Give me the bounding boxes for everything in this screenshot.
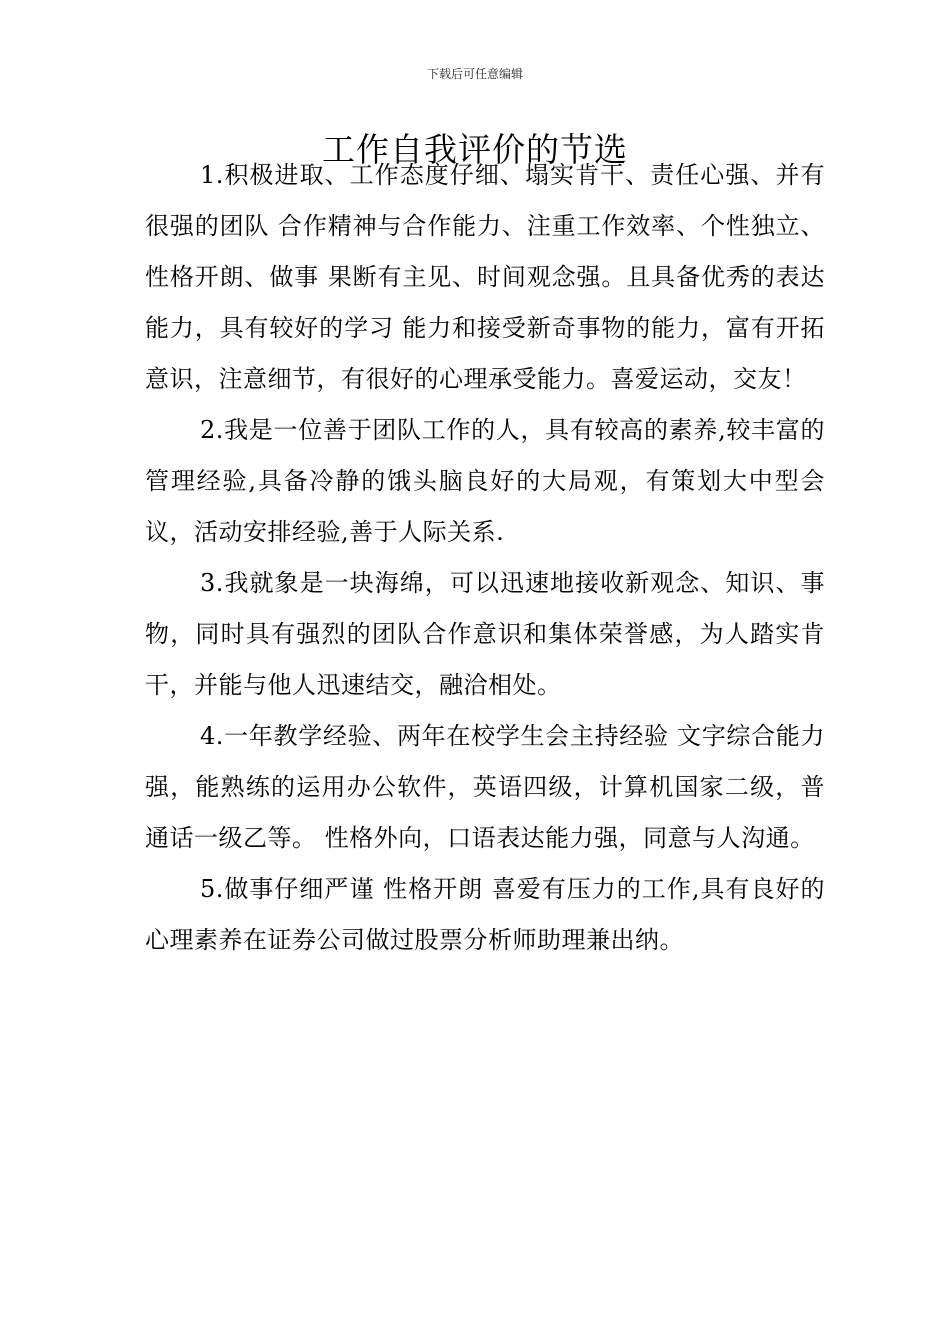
paragraph-3: 3.我就象是一块海绵，可以迅速地接收新观念、知识、事物，同时具有强烈的团队合作意识和集体荣誉感，为人踏实肯干，并能与他人迅速结交，融洽相处。 [145, 569, 825, 699]
paragraph-5: 5.做事仔细严谨 性格开朗 喜爱有压力的工作,具有良好的心理素养在证券公司做过股票分析师助理兼出纳。 [145, 875, 825, 954]
paragraph-4: 4.一年教学经验、两年在校学生会主持经验 文字综合能力强，能熟练的运用办公软件，英语四级，计算机国家二级，普通话一级乙等。 性格外向，口语表达能力强，同意与人沟通。 [145, 722, 825, 852]
document-title: 工作自我评价的节选 [322, 130, 628, 169]
paragraph-2: 2.我是一位善于团队工作的人，具有较高的素养,较丰富的管理经验,具备冷静的饿头脑良好的大局观，有策划大中型会议，活动安排经验,善于人际关系. [145, 416, 825, 546]
document-body [145, 150, 825, 966]
header-note: 下载后可任意编辑 [426, 67, 523, 81]
paragraph-1: 1.积极进取、工作态度仔细、塌实肯干、责任心强、并有很强的团队 合作精神与合作能力、注重工作效率、个性独立、性格开朗、做事 果断有主见、时间观念强。且具备优秀的表达能力，具有较好的学习 能力和接受新奇事物的能力，富有开拓意识，注意细节，有很好的心理承受能力。喜爱运动，交友！ [145, 161, 825, 393]
